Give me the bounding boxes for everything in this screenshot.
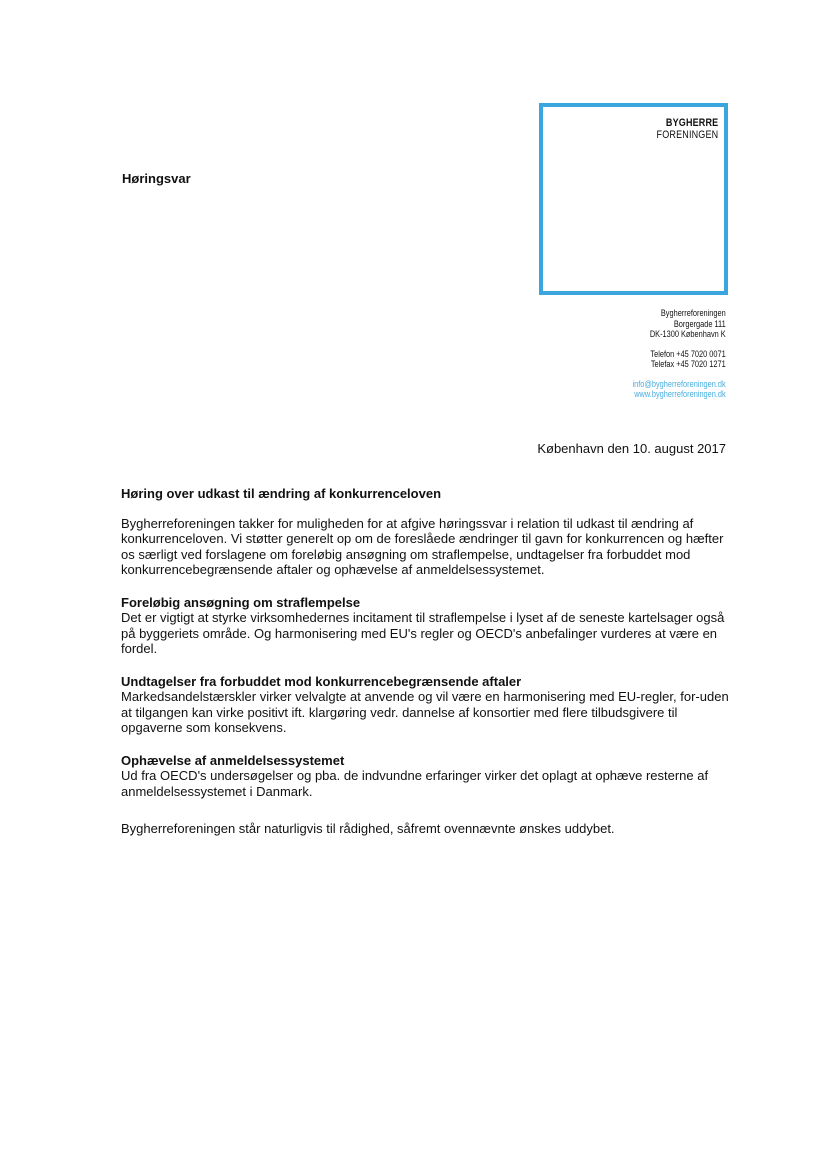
sender-name: Bygherreforeningen: [661, 308, 726, 318]
logo-line-2: FORENINGEN: [656, 129, 718, 141]
document-type-label: Høringsvar: [122, 171, 191, 186]
section-heading: Undtagelser fra forbuddet mod konkurrencebegrænsende aftaler: [121, 673, 522, 689]
letter-body: [121, 486, 731, 837]
sender-street: Borgergade 111: [674, 318, 726, 329]
section: [121, 674, 731, 736]
section: [121, 753, 731, 800]
logo-wordmark: [656, 117, 718, 141]
section: [121, 595, 731, 657]
spacer: [633, 370, 726, 379]
date-line: København den 10. august 2017: [537, 441, 726, 456]
spacer: [633, 340, 726, 349]
sender-website-link[interactable]: www.bygherreforeningen.dk: [634, 389, 726, 399]
closing-paragraph: Bygherreforeningen står naturligvis til rådighed, såfremt ovennævnte ønskes uddybet.: [121, 821, 615, 836]
sender-address-block: [633, 308, 726, 400]
logo-line-1: BYGHERRE: [665, 117, 718, 129]
sender-phone: Telefon +45 7020 0071: [650, 348, 726, 359]
organization-logo: [539, 103, 728, 295]
sender-email-link[interactable]: info@bygherreforeningen.dk: [632, 378, 726, 389]
section-body: Det er vigtigt at styrke virksomhedernes incitament til straflempelse i lyset af de seneste kartelsager også på byggeriets område. Og harmonisering med EU's regler og OECD's anbefalinger vurderes at være en fordel.: [121, 610, 725, 656]
sender-fax: Telefax +45 7020 1271: [651, 359, 726, 369]
section-body: Ud fra OECD's undersøgelser og pba. de indvundne erfaringer virker det oplagt at ophæve resterne af anmeldelsessystemet i Danmark.: [121, 768, 709, 799]
letter-title: Høring over udkast til ændring af konkurrenceloven: [121, 486, 442, 501]
intro-paragraph: Bygherreforeningen takker for muligheden for at afgive høringssvar i relation til udkast til ændring af konkurrenceloven. Vi støtter generelt op om de foreslåede ændringer til gavn for konkurrencen og hæfter os særligt ved forslagene om foreløbig ansøgning om straflempelse, undtagelser fra forbuddet mod konkurrencebegrænsende aftaler og ophævelse af anmeldelsessystemet.: [121, 515, 724, 577]
section-heading: Ophævelse af anmeldelsessystemet: [121, 752, 345, 768]
section-body: Markedsandelstærskler virker velvalgte at anvende og vil være en harmonisering med EU-regler, for-uden at tilgangen kan virke positivt ift. klargøring vedr. dannelse af konsortier med flere tilbudsgivere til opgaverne som konsekvens.: [121, 689, 729, 735]
section-heading: Foreløbig ansøgning om straflempelse: [121, 594, 361, 610]
sender-postal: DK-1300 København K: [650, 329, 726, 339]
